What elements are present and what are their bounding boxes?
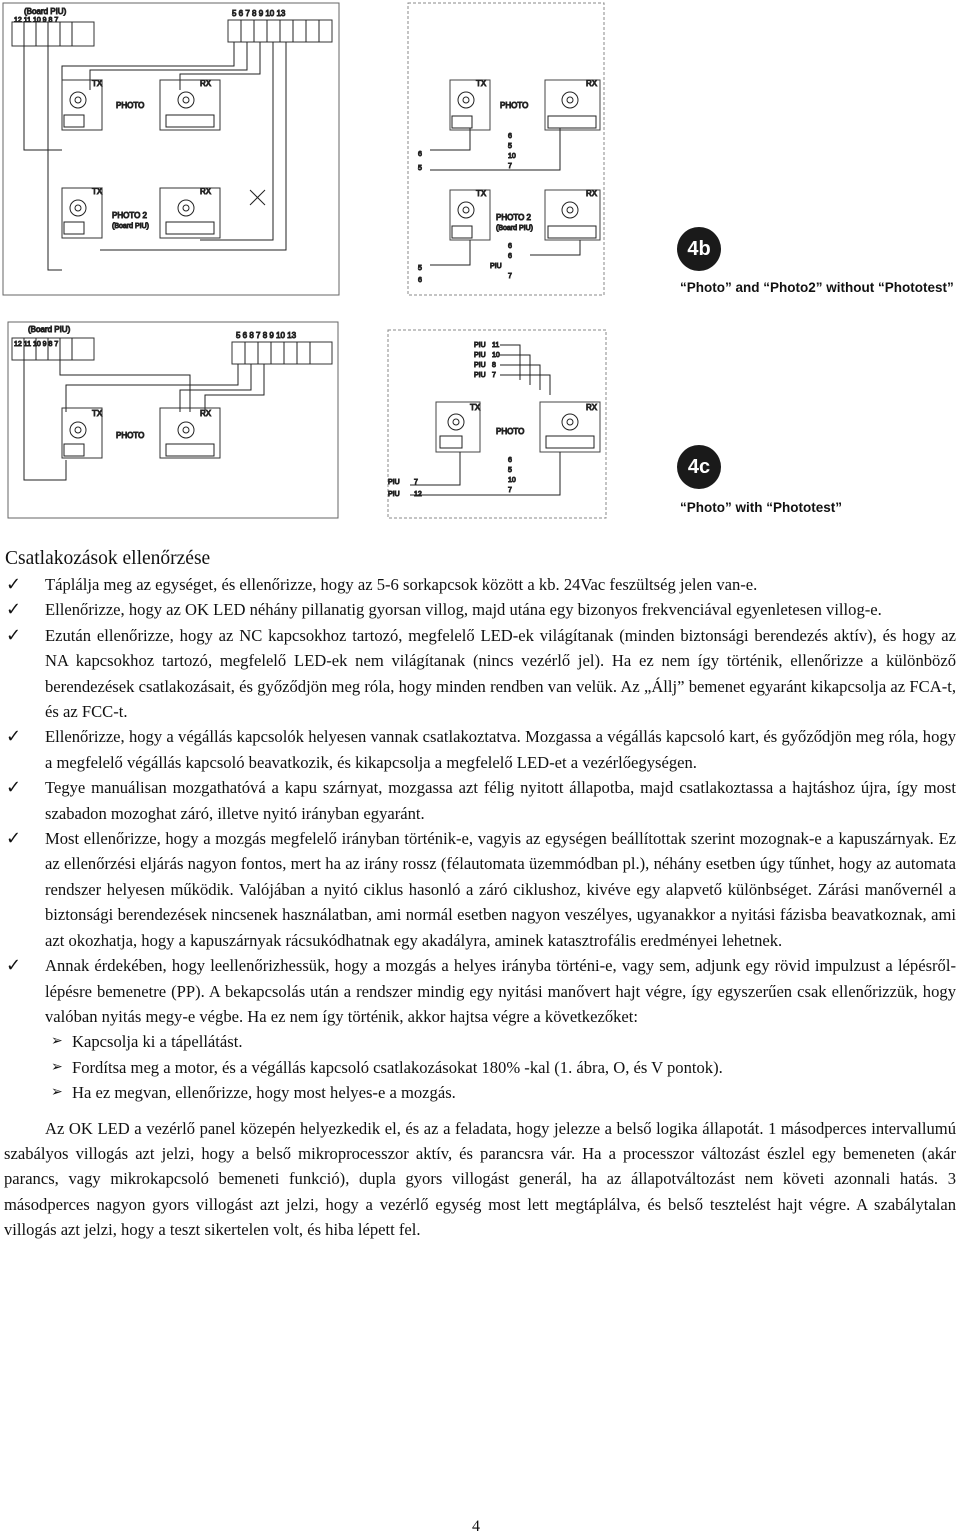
arrow-list bbox=[45, 1029, 956, 1105]
bottom-right-rx-label: RX bbox=[586, 403, 598, 412]
check-list bbox=[0, 572, 960, 1106]
check-item: ✓ Ellenőrizze, hogy a végállás kapcsolók helyesen vannak csatlakoztatva. Mozgassa a végállás kapcsoló kart, és győződjön meg róla, hogy a megfelelő végállás kapcsoló beavatkozik, és kikapcsolja a megfelelő LED-et a vezérlőegységen. bbox=[6, 726, 956, 772]
top-right-photo2-label: PHOTO 2 bbox=[496, 213, 531, 222]
top-wire-7b: 7 bbox=[508, 273, 512, 280]
closing-paragraph: Az OK LED a vezérlő panel közepén helyezkedik el, és az a feladata, hogy jelezze a belső logika állapotát. 1 másodperces intervallumú szabályos villogás azt jelzi, hogy a belső mikroprocesszor aktív, és parancsra vár. Ha a processzor változást észlel egy bemeneten (akár parancs, vagy mikrokapcsoló bemeneti funkció), dupla gyors villogást generál, ha az állapotváltozást nem követi azonnali hatás. 3 másodperces nagyon gyors villogást azt jelzi, hogy a vezérlő egység most lett megtáplálva, és belső tesztelést hajt végre. A szabálytalan villogás azt jelzi, hogy a teszt sikertelen volt, és hiba lépett fel. bbox=[4, 1118, 956, 1240]
bottom-piu-7: 7 bbox=[492, 372, 496, 379]
diagram-4b bbox=[3, 3, 604, 295]
checkmark-icon: ✓ bbox=[6, 599, 22, 621]
bottom-piu-8: 8 bbox=[492, 362, 496, 369]
bottom-piu-4: PIU bbox=[474, 372, 486, 379]
checkmark-icon: ✓ bbox=[6, 955, 22, 977]
bottom-board-terminals: 12 11 10 9 8 7 bbox=[14, 341, 59, 348]
check-item: ✓ Annak érdekében, hogy leellenőrizhessük, hogy a mozgás a helyes irányba történi-e, vagy sem, adjunk egy rövid impulzust a lépésről-lépésre bemenetre (PP). A bekapcsolás után a rendszer mindig egy nyitási manővert hajt végre, így egyszerűen csak ellenőrizzük, hogy valóban nyitás megy-e végbe. Ha ez nem így történik, akkor hajtsa végre a következőket: ➢ Kapcsolja ki a tápellátást. ➢ Fordítsa meg a motor, és a végállás kapcsoló csatlakozásokat 180% -kal (1. ábra, O, és V pontok). ➢ Ha ez megvan, ellenőrizze, hogy most helyes-e a mozgás. bbox=[0, 953, 960, 1105]
bottom-wire-6: 6 bbox=[508, 457, 512, 464]
top-photo2-label: PHOTO 2 bbox=[112, 211, 147, 220]
arrow-right-icon: ➢ bbox=[51, 1033, 63, 1050]
bottom-right-photo-label: PHOTO bbox=[496, 427, 525, 436]
top-wire-6c: 6 bbox=[508, 243, 512, 250]
bottom-main-terminals: 5 6 8 7 8 9 10 13 bbox=[236, 331, 297, 340]
top-tx-label: TX bbox=[92, 79, 103, 88]
bottom-right-tx-label: TX bbox=[470, 403, 481, 412]
badge-4c: 4c bbox=[677, 445, 721, 489]
top-wire-6: 6 bbox=[418, 151, 422, 158]
top-photo2-rx-label: RX bbox=[200, 187, 212, 196]
checkmark-icon: ✓ bbox=[6, 726, 22, 748]
diagram-4c bbox=[8, 322, 606, 518]
top-wire-10: 10 bbox=[508, 153, 516, 160]
check-item: ✓ Tegye manuálisan mozgathatóvá a kapu szárnyat, mozgassa azt félig nyitott állapotba, majd csatlakoztassa a hajtáshoz újra, így most szabadon mozoghat záró, illetve nyitó irányban egyaránt. bbox=[6, 777, 956, 823]
top-wire-6e: 6 bbox=[418, 277, 422, 284]
bottom-wire-7b: 7 bbox=[414, 479, 418, 486]
check-item: ✓ Ezután ellenőrizze, hogy az NC kapcsokhoz tartozó, megfelelő LED-ek világítanak (minden biztonsági berendezés aktív), és hogy az NA kapcsokhoz tartozó, megfelelő LED-ek nem világítanak (nincs vezérlő jel). Ha ez nem így történik, ellenőrizze a különböző berendezések csatlakozásait, és győződjön meg róla, hogy minden rendben van velük. Az „Állj” bemenet egyaránt kikapcsolja az FCA-t, és az FCC-t. bbox=[6, 624, 956, 722]
bottom-photo-label: PHOTO bbox=[116, 431, 145, 440]
top-right-photo-label: PHOTO bbox=[500, 101, 529, 110]
wiring-diagrams bbox=[0, 0, 960, 540]
top-wire-6d: 6 bbox=[508, 253, 512, 260]
top-board-label: (Board PIU) bbox=[24, 7, 67, 16]
section-title: Csatlakozások ellenőrzése bbox=[5, 548, 211, 569]
top-wire-5c: 5 bbox=[418, 265, 422, 272]
bottom-piu-1: PIU bbox=[474, 342, 486, 349]
top-right-photo2-board-label: (Board PIU) bbox=[496, 225, 533, 232]
bottom-wire-7: 7 bbox=[508, 487, 512, 494]
check-item: ✓ Táplálja meg az egységet, és ellenőrizze, hogy az 5-6 sorkapcsok között a kb. 24Vac feszültség jelen van-e. bbox=[0, 572, 960, 597]
checkmark-icon: ✓ bbox=[6, 828, 22, 850]
top-wire-5: 5 bbox=[418, 165, 422, 172]
checkmark-icon: ✓ bbox=[6, 574, 22, 595]
top-right-photo2-rx-label: RX bbox=[586, 189, 598, 198]
bottom-piu-2: PIU bbox=[474, 352, 486, 359]
wiring-diagram-svg bbox=[0, 0, 960, 540]
top-right-tx-label: TX bbox=[476, 79, 487, 88]
arrow-item: ➢ Ha ez megvan, ellenőrizze, hogy most helyes-e a mozgás. bbox=[45, 1080, 956, 1105]
top-board-terminals: 12 11 10 9 8 7 bbox=[14, 17, 59, 24]
bottom-wire-12: 12 bbox=[414, 491, 422, 498]
checkmark-icon: ✓ bbox=[6, 777, 22, 799]
arrow-item: ➢ Kapcsolja ki a tápellátást. bbox=[45, 1029, 956, 1054]
top-wire-6b: 6 bbox=[508, 133, 512, 140]
main-content bbox=[0, 546, 960, 1243]
bottom-piu-11: 11 bbox=[492, 342, 500, 349]
top-main-terminals: 5 6 7 8 9 10 13 bbox=[232, 9, 286, 18]
bottom-board-label: (Board PIU) bbox=[28, 325, 71, 334]
arrow-item: ➢ Fordítsa meg a motor, és a végállás kapcsoló csatlakozásokat 180% -kal (1. ábra, O, és V pontok). bbox=[45, 1055, 956, 1080]
top-photo-label: PHOTO bbox=[116, 101, 145, 110]
bottom-tx-label: TX bbox=[92, 409, 103, 418]
badge-4b: 4b bbox=[677, 227, 721, 271]
top-wire-5b: 5 bbox=[508, 143, 512, 150]
caption-4b: “Photo” and “Photo2” without “Phototest” bbox=[680, 280, 954, 295]
arrow-right-icon: ➢ bbox=[51, 1058, 63, 1075]
bottom-piu-10: 10 bbox=[492, 352, 500, 359]
top-photo2-board-label: (Board PIU) bbox=[112, 223, 149, 230]
bottom-rx-label: RX bbox=[200, 409, 212, 418]
arrow-right-icon: ➢ bbox=[51, 1084, 63, 1101]
page-number: 4 bbox=[472, 1518, 480, 1535]
top-right-photo2-tx-label: TX bbox=[476, 189, 487, 198]
top-photo2-tx-label: TX bbox=[92, 187, 103, 196]
top-right-rx-label: RX bbox=[586, 79, 598, 88]
checkmark-icon: ✓ bbox=[6, 624, 22, 646]
bottom-wire-10: 10 bbox=[508, 477, 516, 484]
top-wire-7: 7 bbox=[508, 163, 512, 170]
bottom-wire-5: 5 bbox=[508, 467, 512, 474]
caption-4c: “Photo” with “Phototest” bbox=[680, 500, 842, 515]
top-rx-label: RX bbox=[200, 79, 212, 88]
bottom-piu-3: PIU bbox=[474, 362, 486, 369]
bottom-wire-piu-b: PIU bbox=[388, 491, 400, 498]
check-item: ✓ Most ellenőrizze, hogy a mozgás megfelelő irányban történik-e, vagyis az egységen beállítottak szerint mozognak-e a kapuszárnyak. Ez az ellenőrzési eljárás nagyon fontos, mert ha az irány rossz (félautomata üzemmódban pl.), néhány esetben úgy tűnhet, hogy az automata rendszer helyesen működik. Valójában a nyitó ciklus hasonló a záró ciklushoz, kivéve egy alapvető különbséget. Zárási manővernél a biztonsági berendezések nincsenek használatban, ami normál esetben nagyon veszélyes, ugyanakkor a nyitási fázisba beavatkoznak, ami azt okozhatja, hogy a kapuszárnyak rácsukódhatnak egy akadályra, aminek katasztrofális eredményei lehetnek. bbox=[6, 828, 956, 950]
bottom-wire-piu-a: PIU bbox=[388, 479, 400, 486]
check-item: ✓ Ellenőrizze, hogy az OK LED néhány pillanatig gyorsan villog, majd utána egy bizonyos frekvenciával egyenletesen villog-e. bbox=[0, 597, 960, 622]
top-wire-piu: PIU bbox=[490, 263, 502, 270]
